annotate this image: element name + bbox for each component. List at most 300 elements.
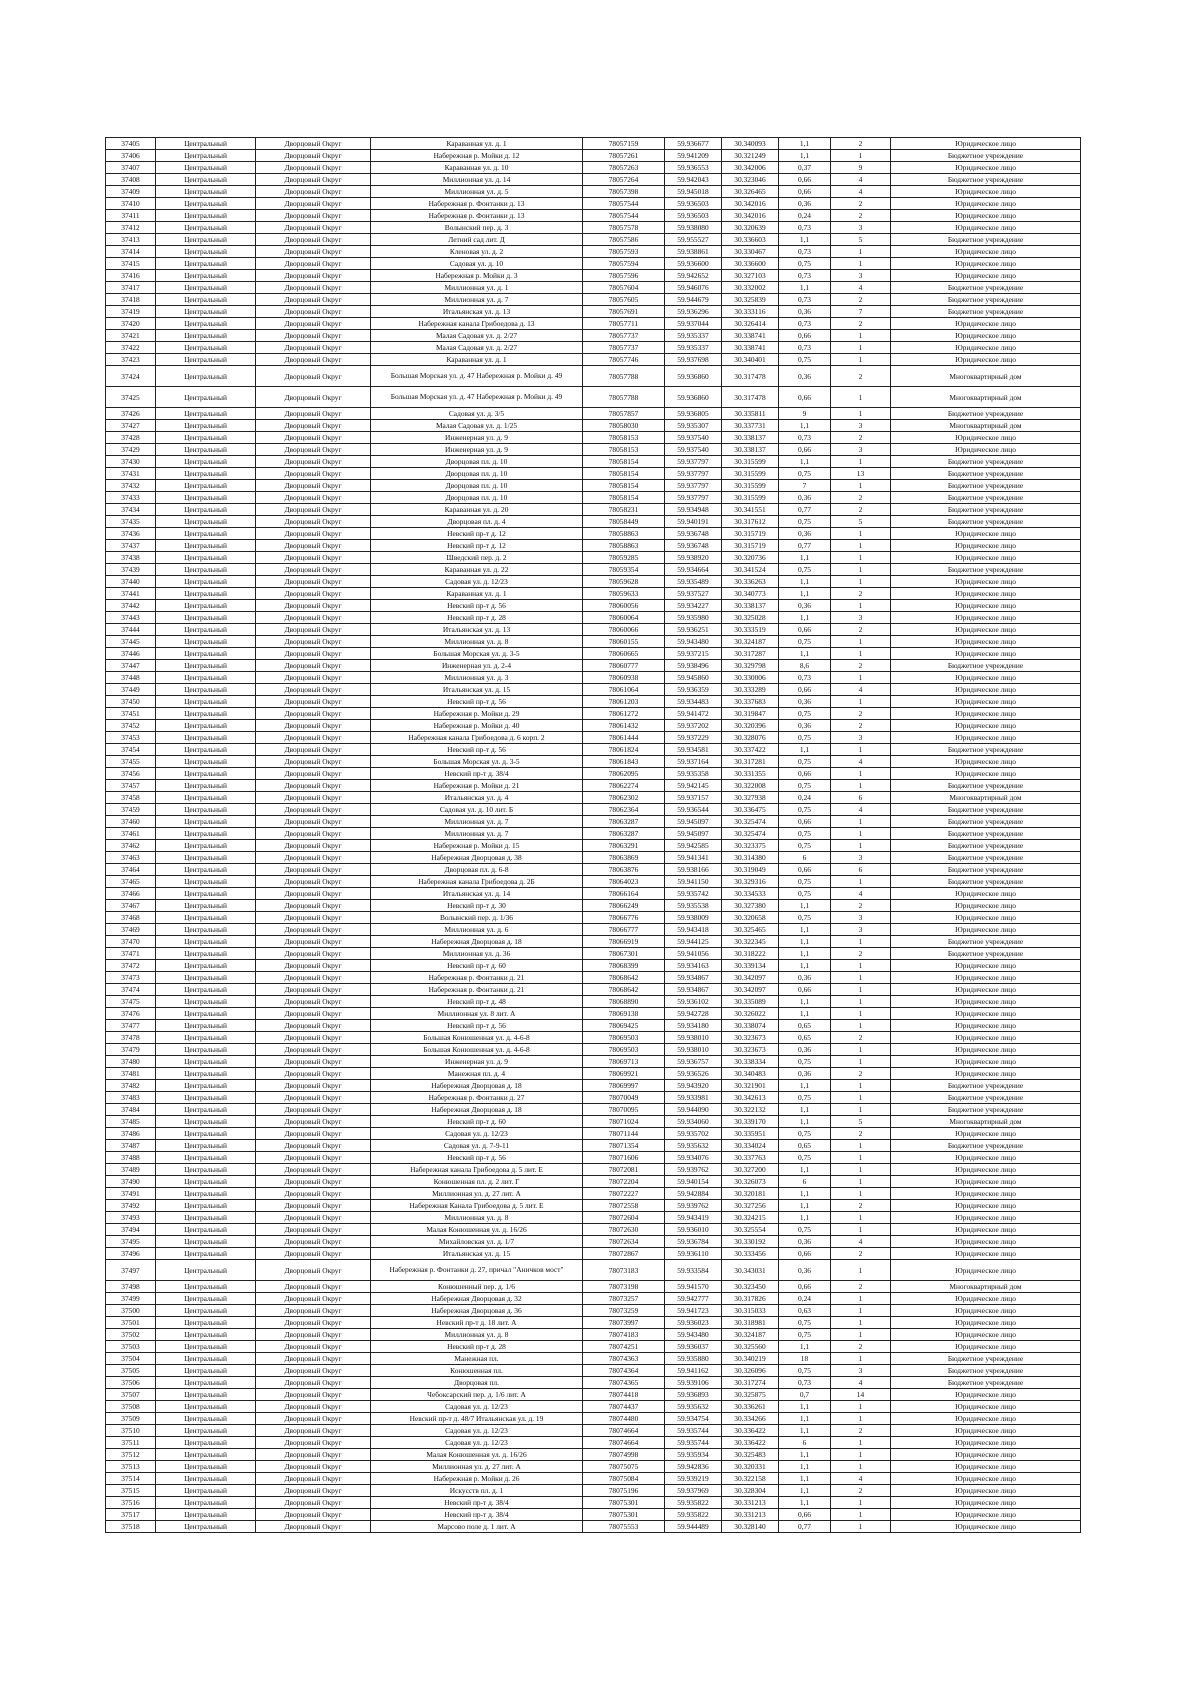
cell-lon: 30.337683 [722, 696, 779, 708]
cell-id: 37498 [106, 1281, 156, 1293]
cell-address: Шведский пер. д. 2 [371, 552, 583, 564]
cell-type: Бюджетное учреждение [891, 660, 1081, 672]
table-row [106, 258, 1081, 270]
cell-lon: 30.330006 [722, 672, 779, 684]
cell-lon: 30.336261 [722, 1401, 779, 1413]
cell-code: 78075075 [583, 1461, 665, 1473]
cell-district: Центральный [156, 996, 256, 1008]
cell-code: 78069503 [583, 1032, 665, 1044]
cell-lon: 30.333289 [722, 684, 779, 696]
cell-type: Юридическое лицо [891, 1248, 1081, 1260]
cell-municipality: Дворцовый Округ [256, 540, 371, 552]
cell-lat: 59.936757 [665, 1056, 722, 1068]
cell-type: Бюджетное учреждение [891, 234, 1081, 246]
cell-code: 78057544 [583, 210, 665, 222]
cell-municipality: Дворцовый Округ [256, 1080, 371, 1092]
cell-code: 78057261 [583, 150, 665, 162]
document-page [105, 137, 1080, 1533]
cell-address: Большая Морская ул. д. 3-5 [371, 648, 583, 660]
cell-address: Караванная ул. д. 1 [371, 138, 583, 150]
cell-type: Юридическое лицо [891, 1068, 1081, 1080]
cell-district: Центральный [156, 1068, 256, 1080]
cell-id: 37495 [106, 1236, 156, 1248]
cell-type: Юридическое лицо [891, 186, 1081, 198]
cell-id: 37464 [106, 864, 156, 876]
cell-value: 0,75 [779, 804, 831, 816]
cell-municipality: Дворцовый Округ [256, 732, 371, 744]
cell-type: Юридическое лицо [891, 1293, 1081, 1305]
cell-code: 78059354 [583, 564, 665, 576]
table-row [106, 828, 1081, 840]
cell-type: Юридическое лицо [891, 1497, 1081, 1509]
cell-lat: 59.938166 [665, 864, 722, 876]
cell-lat: 59.935489 [665, 576, 722, 588]
cell-lon: 30.340219 [722, 1353, 779, 1365]
cell-address: Манежная пл. д. 4 [371, 1068, 583, 1080]
cell-count: 4 [831, 1377, 891, 1389]
cell-value: 7 [779, 480, 831, 492]
cell-district: Центральный [156, 408, 256, 420]
cell-type: Юридическое лицо [891, 732, 1081, 744]
cell-lon: 30.323450 [722, 1281, 779, 1293]
cell-address: Большая Морская ул. д. 47 Набережная р. Мойки д. 49 [371, 366, 583, 387]
cell-value: 0,73 [779, 222, 831, 234]
cell-address: Миллионная ул. д. 7 [371, 828, 583, 840]
cell-id: 37499 [106, 1293, 156, 1305]
cell-count: 1 [831, 744, 891, 756]
cell-code: 78057264 [583, 174, 665, 186]
cell-district: Центральный [156, 198, 256, 210]
cell-code: 78066777 [583, 924, 665, 936]
cell-district: Центральный [156, 516, 256, 528]
cell-district: Центральный [156, 1080, 256, 1092]
cell-id: 37471 [106, 948, 156, 960]
cell-id: 37490 [106, 1176, 156, 1188]
cell-code: 78069503 [583, 1044, 665, 1056]
cell-count: 4 [831, 804, 891, 816]
cell-count: 1 [831, 1224, 891, 1236]
cell-count: 1 [831, 816, 891, 828]
cell-type: Бюджетное учреждение [891, 408, 1081, 420]
cell-municipality: Дворцовый Округ [256, 270, 371, 282]
cell-municipality: Дворцовый Округ [256, 1329, 371, 1341]
cell-code: 78060665 [583, 648, 665, 660]
cell-lon: 30.337731 [722, 420, 779, 432]
cell-code: 78063287 [583, 828, 665, 840]
cell-lat: 59.934754 [665, 1413, 722, 1425]
cell-municipality: Дворцовый Округ [256, 1152, 371, 1164]
cell-address: Набережная Дворцовая д. 38 [371, 852, 583, 864]
cell-district: Центральный [156, 186, 256, 198]
cell-lon: 30.331213 [722, 1509, 779, 1521]
cell-count: 4 [831, 174, 891, 186]
cell-district: Центральный [156, 960, 256, 972]
cell-district: Центральный [156, 1032, 256, 1044]
cell-address: Дворцовая пл. д. 10 [371, 468, 583, 480]
cell-lon: 30.338074 [722, 1020, 779, 1032]
cell-value: 1,1 [779, 576, 831, 588]
cell-municipality: Дворцовый Округ [256, 1212, 371, 1224]
cell-lon: 30.320736 [722, 552, 779, 564]
table-row [106, 1401, 1081, 1413]
cell-lon: 30.334024 [722, 1140, 779, 1152]
cell-value: 1,1 [779, 1485, 831, 1497]
cell-municipality: Дворцовый Округ [256, 1401, 371, 1413]
cell-count: 1 [831, 1212, 891, 1224]
cell-code: 78074363 [583, 1353, 665, 1365]
cell-municipality: Дворцовый Округ [256, 612, 371, 624]
cell-lat: 59.935980 [665, 612, 722, 624]
cell-municipality: Дворцовый Округ [256, 1389, 371, 1401]
cell-lon: 30.325839 [722, 294, 779, 306]
cell-address: Садовая ул. д. 12/23 [371, 1401, 583, 1413]
table-row [106, 1449, 1081, 1461]
cell-id: 37491 [106, 1188, 156, 1200]
cell-lon: 30.338137 [722, 432, 779, 444]
cell-address: Невский пр-т д. 28 [371, 1341, 583, 1353]
cell-address: Малая Садовая ул. д. 2/27 [371, 342, 583, 354]
cell-count: 2 [831, 138, 891, 150]
cell-district: Центральный [156, 492, 256, 504]
cell-municipality: Дворцовый Округ [256, 1461, 371, 1473]
cell-count: 1 [831, 330, 891, 342]
cell-count: 4 [831, 684, 891, 696]
cell-code: 78071144 [583, 1128, 665, 1140]
cell-lon: 30.334533 [722, 888, 779, 900]
cell-district: Центральный [156, 780, 256, 792]
cell-lat: 59.937797 [665, 492, 722, 504]
cell-type: Юридическое лицо [891, 1389, 1081, 1401]
cell-lon: 30.317826 [722, 1293, 779, 1305]
table-row [106, 1008, 1081, 1020]
cell-address: Караванная ул. д. 10 [371, 162, 583, 174]
cell-count: 1 [831, 246, 891, 258]
cell-lat: 59.934076 [665, 1152, 722, 1164]
cell-address: Набережная Дворцовая д. 18 [371, 1104, 583, 1116]
cell-type: Бюджетное учреждение [891, 1092, 1081, 1104]
cell-count: 1 [831, 456, 891, 468]
cell-lon: 30.333519 [722, 624, 779, 636]
cell-lat: 59.934180 [665, 1020, 722, 1032]
cell-count: 2 [831, 294, 891, 306]
cell-lon: 30.318981 [722, 1317, 779, 1329]
cell-id: 37408 [106, 174, 156, 186]
cell-municipality: Дворцовый Округ [256, 1188, 371, 1200]
cell-id: 37419 [106, 306, 156, 318]
cell-value: 1,1 [779, 150, 831, 162]
cell-municipality: Дворцовый Округ [256, 1317, 371, 1329]
table-row [106, 1104, 1081, 1116]
table-row [106, 1485, 1081, 1497]
cell-code: 78066249 [583, 900, 665, 912]
cell-lon: 30.326414 [722, 318, 779, 330]
cell-municipality: Дворцовый Округ [256, 432, 371, 444]
cell-value: 0,36 [779, 1236, 831, 1248]
cell-district: Центральный [156, 258, 256, 270]
table-row [106, 624, 1081, 636]
cell-lon: 30.340483 [722, 1068, 779, 1080]
cell-address: Инженерная ул. д. 9 [371, 444, 583, 456]
cell-address: Дворцовая пл. д. 10 [371, 456, 583, 468]
table-row [106, 864, 1081, 876]
cell-address: Инженерная ул. д. 9 [371, 432, 583, 444]
cell-district: Центральный [156, 804, 256, 816]
cell-type: Юридическое лицо [891, 996, 1081, 1008]
cell-value: 0,77 [779, 504, 831, 516]
cell-district: Центральный [156, 816, 256, 828]
cell-value: 0,36 [779, 1260, 831, 1281]
cell-id: 37477 [106, 1020, 156, 1032]
cell-district: Центральный [156, 1425, 256, 1437]
table-row [106, 660, 1081, 672]
cell-id: 37475 [106, 996, 156, 1008]
cell-district: Центральный [156, 1509, 256, 1521]
table-row [106, 1329, 1081, 1341]
cell-type: Бюджетное учреждение [891, 816, 1081, 828]
cell-type: Бюджетное учреждение [891, 468, 1081, 480]
cell-id: 37433 [106, 492, 156, 504]
cell-district: Центральный [156, 648, 256, 660]
cell-count: 5 [831, 1116, 891, 1128]
cell-lon: 30.320396 [722, 720, 779, 732]
cell-lat: 59.945097 [665, 816, 722, 828]
cell-code: 78066776 [583, 912, 665, 924]
cell-lat: 59.936526 [665, 1068, 722, 1080]
cell-district: Центральный [156, 1341, 256, 1353]
cell-code: 78074998 [583, 1449, 665, 1461]
cell-lat: 59.942585 [665, 840, 722, 852]
cell-address: Невский пр-т д. 56 [371, 744, 583, 756]
cell-municipality: Дворцовый Округ [256, 984, 371, 996]
cell-value: 1,1 [779, 1473, 831, 1485]
cell-count: 3 [831, 924, 891, 936]
cell-code: 78074437 [583, 1401, 665, 1413]
cell-code: 78057593 [583, 246, 665, 258]
cell-count: 3 [831, 420, 891, 432]
cell-district: Центральный [156, 318, 256, 330]
cell-municipality: Дворцовый Округ [256, 1224, 371, 1236]
cell-district: Центральный [156, 696, 256, 708]
cell-value: 0,66 [779, 1281, 831, 1293]
cell-count: 2 [831, 492, 891, 504]
cell-district: Центральный [156, 1377, 256, 1389]
cell-lat: 59.934163 [665, 960, 722, 972]
cell-lat: 59.942777 [665, 1293, 722, 1305]
cell-value: 1,1 [779, 612, 831, 624]
cell-municipality: Дворцовый Округ [256, 708, 371, 720]
cell-type: Юридическое лицо [891, 270, 1081, 282]
cell-code: 78058154 [583, 456, 665, 468]
cell-municipality: Дворцовый Округ [256, 186, 371, 198]
cell-value: 1,1 [779, 456, 831, 468]
cell-address: Набережная Канала Грибоедова д. 5 лит. Е [371, 1200, 583, 1212]
cell-id: 37429 [106, 444, 156, 456]
cell-lon: 30.334266 [722, 1413, 779, 1425]
cell-count: 1 [831, 387, 891, 408]
cell-lon: 30.341551 [722, 504, 779, 516]
cell-value: 0,75 [779, 636, 831, 648]
cell-lat: 59.937044 [665, 318, 722, 330]
cell-code: 78071024 [583, 1116, 665, 1128]
table-row [106, 696, 1081, 708]
cell-lat: 59.938009 [665, 912, 722, 924]
cell-type: Бюджетное учреждение [891, 828, 1081, 840]
cell-address: Миллионная ул. д. 7 [371, 294, 583, 306]
cell-district: Центральный [156, 660, 256, 672]
cell-id: 37506 [106, 1377, 156, 1389]
cell-district: Центральный [156, 1176, 256, 1188]
cell-id: 37446 [106, 648, 156, 660]
cell-id: 37474 [106, 984, 156, 996]
cell-id: 37451 [106, 708, 156, 720]
cell-lat: 59.936251 [665, 624, 722, 636]
cell-count: 4 [831, 1236, 891, 1248]
cell-lat: 59.936110 [665, 1248, 722, 1260]
cell-type: Юридическое лицо [891, 1509, 1081, 1521]
cell-count: 5 [831, 234, 891, 246]
cell-type: Юридическое лицо [891, 1425, 1081, 1437]
cell-id: 37430 [106, 456, 156, 468]
cell-address: Итальянская ул. д. 13 [371, 306, 583, 318]
cell-lat: 59.944090 [665, 1104, 722, 1116]
cell-value: 1,1 [779, 1401, 831, 1413]
cell-address: Караванная ул. д. 1 [371, 354, 583, 366]
cell-type: Юридическое лицо [891, 354, 1081, 366]
cell-lat: 59.935702 [665, 1128, 722, 1140]
cell-address: Миллионная ул. д. 36 [371, 948, 583, 960]
cell-id: 37501 [106, 1317, 156, 1329]
cell-district: Центральный [156, 984, 256, 996]
cell-code: 78057737 [583, 330, 665, 342]
cell-district: Центральный [156, 612, 256, 624]
cell-address: Невский пр-т д. 56 [371, 1152, 583, 1164]
cell-id: 37455 [106, 756, 156, 768]
cell-lat: 59.936860 [665, 387, 722, 408]
cell-district: Центральный [156, 1260, 256, 1281]
cell-lon: 30.325560 [722, 1341, 779, 1353]
cell-value: 0,75 [779, 1092, 831, 1104]
cell-lat: 59.934867 [665, 972, 722, 984]
cell-type: Бюджетное учреждение [891, 456, 1081, 468]
cell-value: 0,77 [779, 1521, 831, 1533]
table-row [106, 1056, 1081, 1068]
table-row [106, 198, 1081, 210]
cell-district: Центральный [156, 852, 256, 864]
cell-id: 37468 [106, 912, 156, 924]
cell-district: Центральный [156, 912, 256, 924]
cell-lat: 59.936037 [665, 1341, 722, 1353]
cell-id: 37406 [106, 150, 156, 162]
cell-type: Многоквартирный дом [891, 1116, 1081, 1128]
cell-lon: 30.336422 [722, 1437, 779, 1449]
cell-address: Караванная ул. д. 1 [371, 588, 583, 600]
cell-code: 78074365 [583, 1377, 665, 1389]
cell-id: 37510 [106, 1425, 156, 1437]
cell-id: 37507 [106, 1389, 156, 1401]
cell-address: Садовая ул. д. 3/5 [371, 408, 583, 420]
cell-value: 8,6 [779, 660, 831, 672]
cell-count: 2 [831, 720, 891, 732]
cell-lon: 30.325028 [722, 612, 779, 624]
cell-district: Центральный [156, 888, 256, 900]
cell-lat: 59.943920 [665, 1080, 722, 1092]
cell-count: 2 [831, 318, 891, 330]
cell-count: 2 [831, 366, 891, 387]
cell-municipality: Дворцовый Округ [256, 864, 371, 876]
cell-code: 78062095 [583, 768, 665, 780]
cell-type: Юридическое лицо [891, 330, 1081, 342]
cell-code: 78063287 [583, 816, 665, 828]
cell-address: Миллионная ул. д. 8 [371, 1329, 583, 1341]
cell-code: 78074418 [583, 1389, 665, 1401]
cell-value: 0,75 [779, 564, 831, 576]
cell-value: 9 [779, 408, 831, 420]
cell-municipality: Дворцовый Округ [256, 516, 371, 528]
cell-lon: 30.328076 [722, 732, 779, 744]
cell-lon: 30.321901 [722, 1080, 779, 1092]
cell-count: 1 [831, 648, 891, 660]
cell-type: Юридическое лицо [891, 612, 1081, 624]
cell-count: 1 [831, 1413, 891, 1425]
cell-lon: 30.339170 [722, 1116, 779, 1128]
cell-code: 78066919 [583, 936, 665, 948]
cell-count: 2 [831, 1341, 891, 1353]
cell-id: 37435 [106, 516, 156, 528]
cell-lat: 59.935632 [665, 1401, 722, 1413]
cell-lat: 59.941056 [665, 948, 722, 960]
cell-count: 1 [831, 780, 891, 792]
table-row [106, 186, 1081, 198]
cell-id: 37478 [106, 1032, 156, 1044]
cell-lat: 59.942836 [665, 1461, 722, 1473]
cell-district: Центральный [156, 1044, 256, 1056]
cell-id: 37447 [106, 660, 156, 672]
cell-code: 78058449 [583, 516, 665, 528]
cell-value: 0,75 [779, 780, 831, 792]
cell-count: 1 [831, 1509, 891, 1521]
cell-lon: 30.338137 [722, 600, 779, 612]
cell-count: 4 [831, 1473, 891, 1485]
cell-type: Бюджетное учреждение [891, 1104, 1081, 1116]
table-row [106, 420, 1081, 432]
cell-code: 78069921 [583, 1068, 665, 1080]
cell-district: Центральный [156, 1437, 256, 1449]
cell-address: Большая Морская ул. д. 47 Набережная р. Мойки д. 49 [371, 387, 583, 408]
cell-code: 78063876 [583, 864, 665, 876]
cell-address: Большая Конюшенная ул. д. 4-6-8 [371, 1044, 583, 1056]
table-row [106, 840, 1081, 852]
cell-address: Набережная Дворцовая д. 36 [371, 1305, 583, 1317]
cell-code: 78057159 [583, 138, 665, 150]
cell-municipality: Дворцовый Округ [256, 1176, 371, 1188]
cell-type: Бюджетное учреждение [891, 840, 1081, 852]
cell-district: Центральный [156, 456, 256, 468]
cell-type: Юридическое лицо [891, 1341, 1081, 1353]
cell-address: Набережная р. Мойки д. 21 [371, 780, 583, 792]
cell-value: 1,1 [779, 648, 831, 660]
cell-count: 3 [831, 912, 891, 924]
cell-count: 1 [831, 696, 891, 708]
cell-id: 37436 [106, 528, 156, 540]
cell-municipality: Дворцовый Округ [256, 1485, 371, 1497]
cell-type: Бюджетное учреждение [891, 780, 1081, 792]
cell-municipality: Дворцовый Округ [256, 672, 371, 684]
cell-district: Центральный [156, 948, 256, 960]
cell-lon: 30.340401 [722, 354, 779, 366]
cell-code: 78058863 [583, 540, 665, 552]
cell-id: 37480 [106, 1056, 156, 1068]
cell-lat: 59.939762 [665, 1164, 722, 1176]
